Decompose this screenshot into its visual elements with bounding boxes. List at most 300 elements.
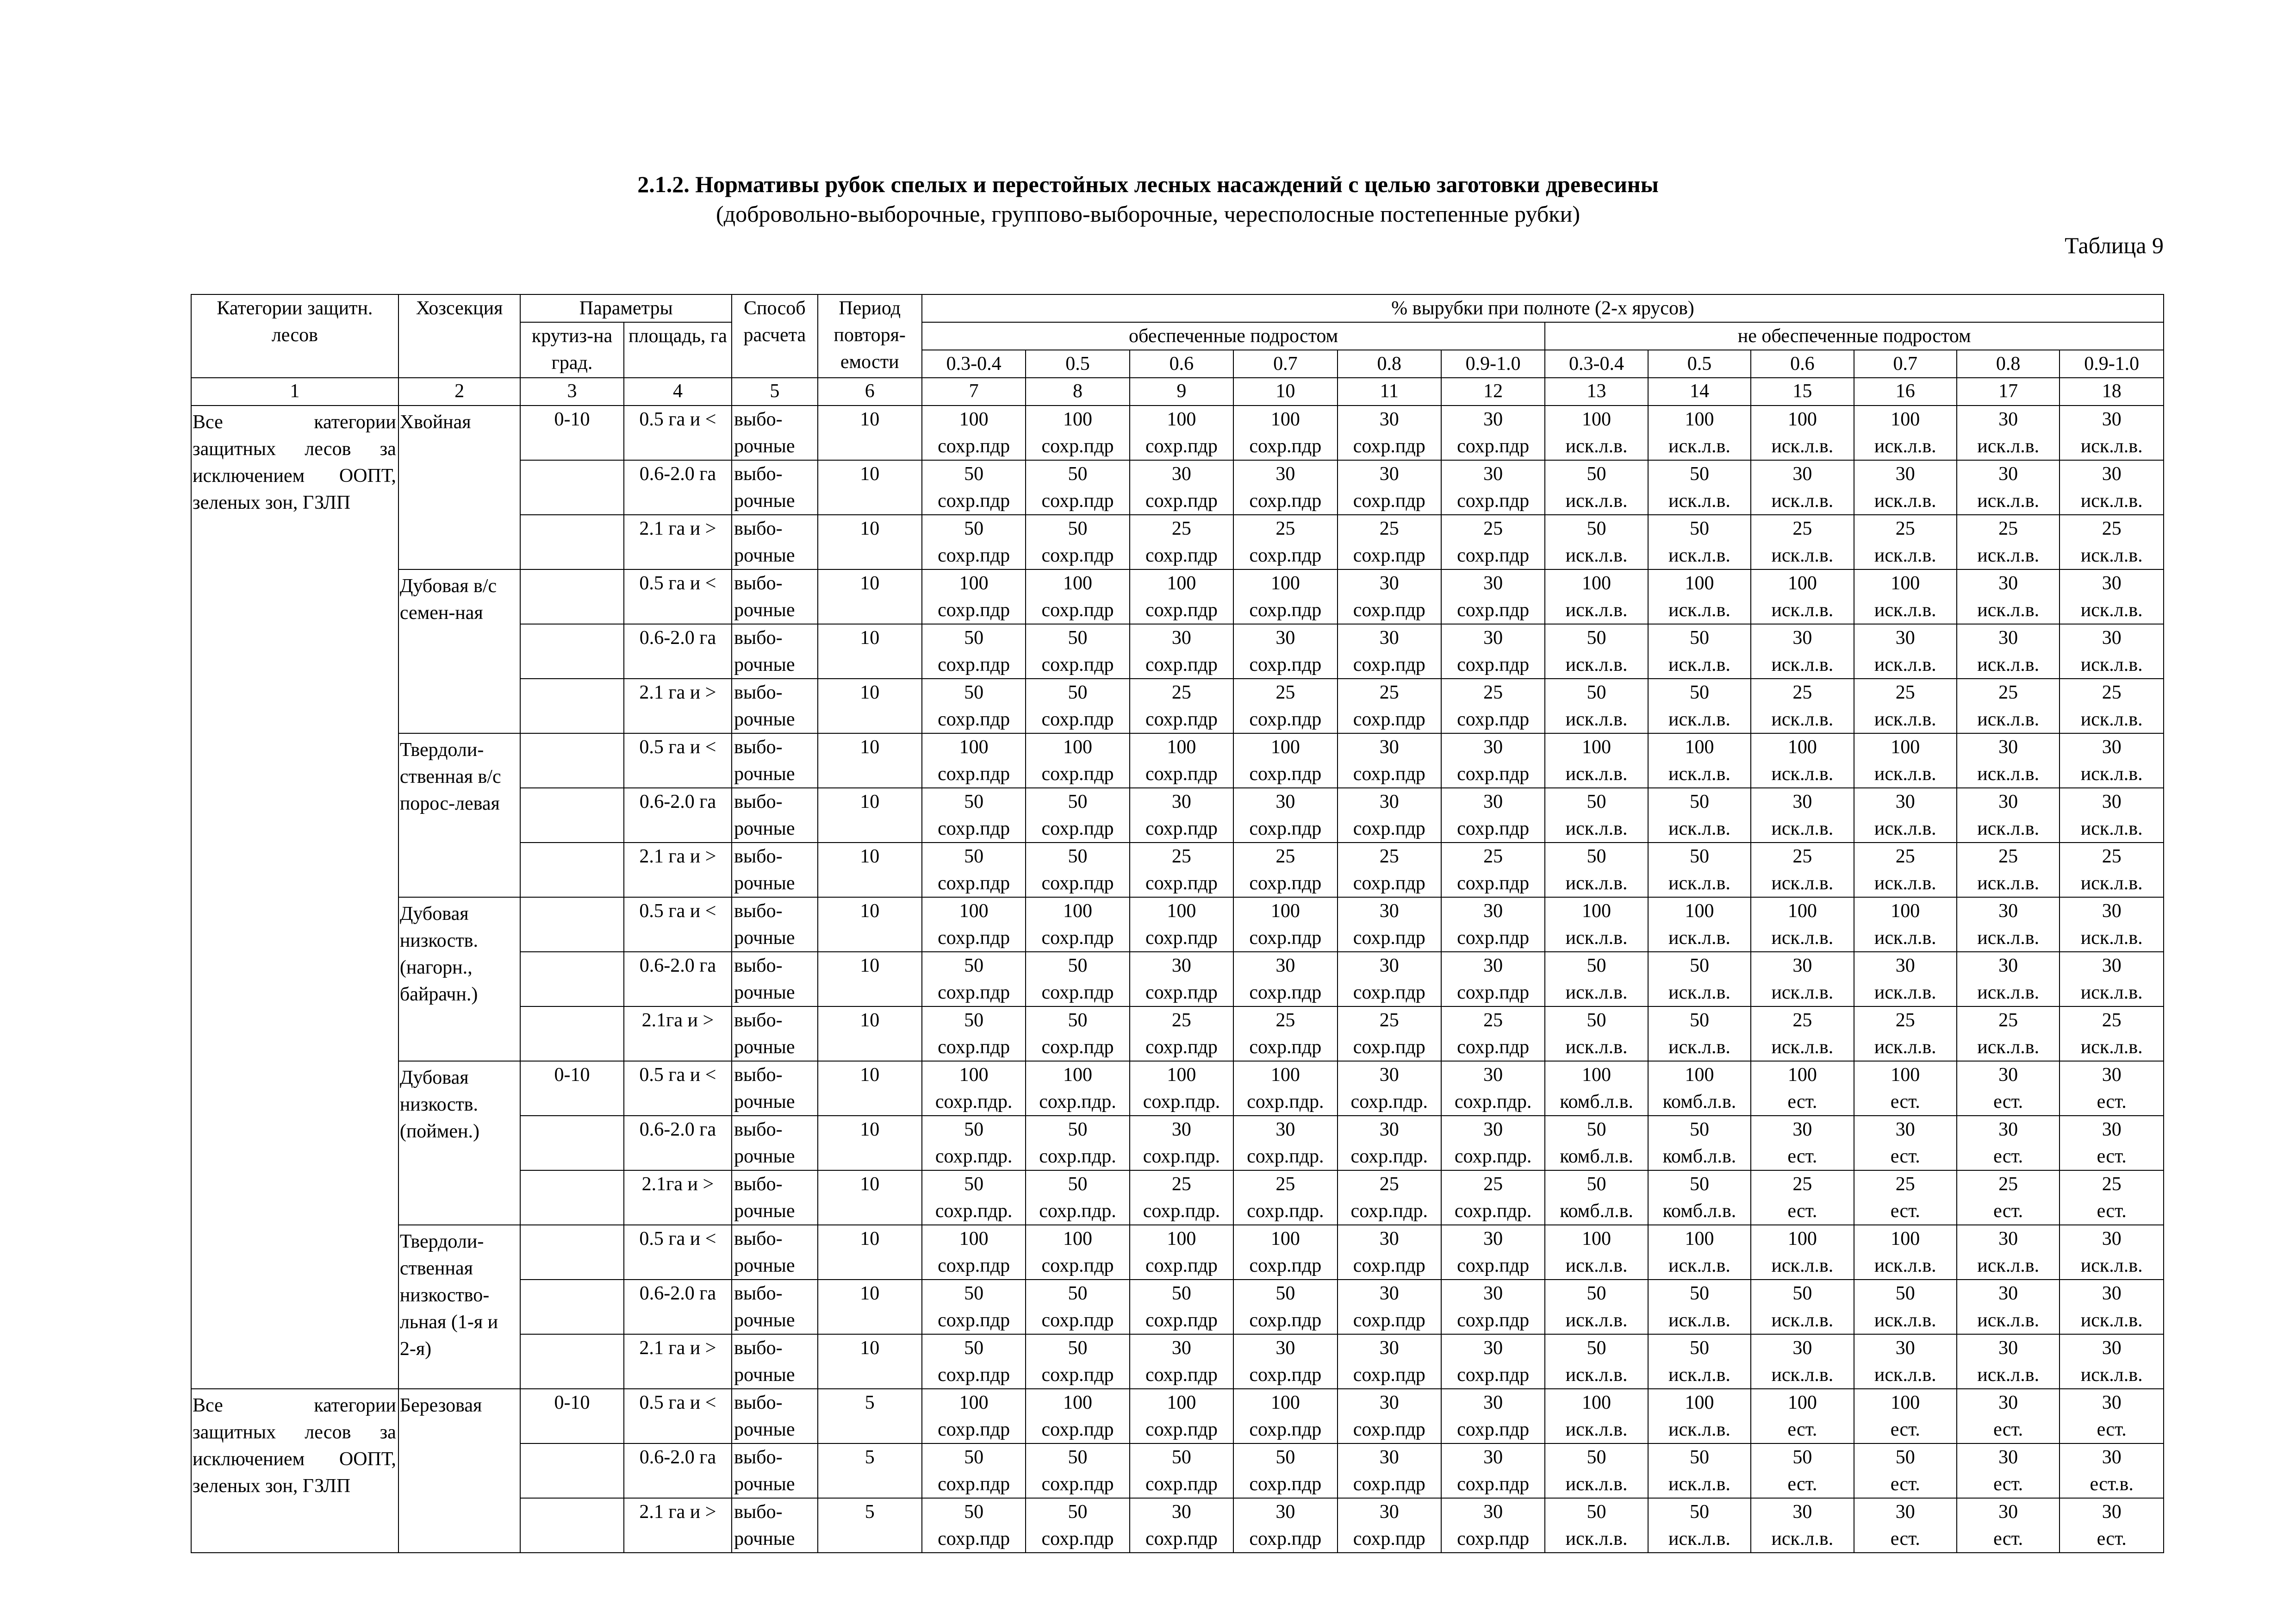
value-cell xyxy=(2060,733,2164,788)
value-method: комб.л.в. xyxy=(1662,1146,1736,1167)
slope-cell xyxy=(520,1443,623,1498)
value-cell xyxy=(1751,952,1854,1006)
value-method: ест. xyxy=(1890,1146,1920,1167)
value-method: сохр.пдр xyxy=(1145,873,1218,894)
value-method: иск.л.в. xyxy=(1668,1474,1730,1495)
value-cell xyxy=(1026,1061,1129,1116)
value-method: сохр.пдр xyxy=(1041,763,1114,785)
value-percent: 100 xyxy=(1891,573,1920,594)
value-percent: 50 xyxy=(1068,791,1088,812)
value-percent: 30 xyxy=(1483,573,1503,594)
value-cell xyxy=(1648,843,1751,897)
density-header: 0.5 xyxy=(1026,350,1129,378)
value-cell xyxy=(1338,1443,1441,1498)
value-percent: 50 xyxy=(1068,1337,1088,1359)
value-cell xyxy=(1854,1280,1957,1334)
value-method: сохр.пдр xyxy=(1353,545,1425,566)
value-cell xyxy=(2060,1006,2164,1061)
value-percent: 30 xyxy=(1483,463,1503,485)
value-percent: 30 xyxy=(2102,1119,2122,1140)
value-cell xyxy=(1441,1170,1545,1225)
value-cell xyxy=(1957,569,2060,624)
value-method: сохр.пдр xyxy=(1041,1364,1114,1386)
value-method: иск.л.в. xyxy=(1565,927,1628,949)
value-method: сохр.пдр xyxy=(1145,1419,1218,1440)
value-percent: 30 xyxy=(2102,463,2122,485)
value-method: сохр.пдр xyxy=(1249,1528,1322,1549)
value-method: иск.л.в. xyxy=(1668,600,1730,621)
value-cell xyxy=(922,1443,1026,1498)
value-percent: 25 xyxy=(1998,518,2018,539)
value-method: сохр.пдр xyxy=(938,545,1010,566)
value-percent: 100 xyxy=(1582,737,1612,758)
value-percent: 100 xyxy=(1167,573,1196,594)
column-number: 5 xyxy=(732,378,817,406)
value-cell xyxy=(1751,569,1854,624)
value-cell xyxy=(1751,1389,1854,1443)
value-percent: 25 xyxy=(1171,1010,1191,1031)
value-cell xyxy=(1957,460,2060,515)
value-method: ест. xyxy=(2097,1146,2127,1167)
table-row xyxy=(191,406,2164,460)
value-method: ест. xyxy=(1890,1419,1920,1440)
value-cell xyxy=(1130,1116,1233,1170)
value-method: сохр.пдр xyxy=(1041,873,1114,894)
value-method: комб.л.в. xyxy=(1662,1200,1736,1222)
value-method: сохр.пдр xyxy=(1249,654,1322,675)
value-cell xyxy=(1441,1443,1545,1498)
value-cell xyxy=(1026,1006,1129,1061)
period-cell: 10 xyxy=(818,788,922,843)
method-cell: выбо-рочные xyxy=(732,1225,817,1280)
value-method: иск.л.в. xyxy=(1771,1310,1834,1331)
value-percent: 100 xyxy=(1685,900,1714,922)
value-method: ест. xyxy=(2097,1528,2127,1549)
value-cell xyxy=(1545,952,1648,1006)
value-cell xyxy=(1130,843,1233,897)
table-row xyxy=(191,1389,2164,1443)
value-percent: 30 xyxy=(1998,1119,2018,1140)
value-percent: 100 xyxy=(1063,1228,1093,1249)
value-method: иск.л.в. xyxy=(1668,1419,1730,1440)
value-method: комб.л.в. xyxy=(1560,1146,1633,1167)
value-cell xyxy=(1130,952,1233,1006)
area-cell: 0.6-2.0 га xyxy=(624,788,732,843)
value-percent: 30 xyxy=(2102,409,2122,430)
value-method: иск.л.в. xyxy=(1977,1364,2040,1386)
value-cell xyxy=(1441,733,1545,788)
column-number: 13 xyxy=(1545,378,1648,406)
value-method: сохр.пдр xyxy=(938,1528,1010,1549)
value-percent: 30 xyxy=(1998,1501,2018,1523)
value-method: сохр.пдр xyxy=(1353,818,1425,839)
value-cell xyxy=(1130,1280,1233,1334)
value-percent: 25 xyxy=(2102,518,2122,539)
value-method: сохр.пдр xyxy=(1457,1255,1530,1276)
value-cell xyxy=(1026,843,1129,897)
value-method: сохр.пдр xyxy=(938,436,1010,457)
value-method: сохр.пдр xyxy=(1353,763,1425,785)
value-method: иск.л.в. xyxy=(1565,1419,1628,1440)
value-cell xyxy=(1751,624,1854,679)
value-percent: 50 xyxy=(1689,1283,1709,1304)
area-cell: 0.5 га и < xyxy=(624,406,732,460)
value-percent: 100 xyxy=(1685,1064,1714,1086)
area-cell: 0.5 га и < xyxy=(624,569,732,624)
value-cell xyxy=(1545,1116,1648,1170)
value-percent: 100 xyxy=(1685,1228,1714,1249)
value-cell xyxy=(1545,1006,1648,1061)
value-cell xyxy=(1026,1389,1129,1443)
value-cell xyxy=(1751,1280,1854,1334)
value-percent: 50 xyxy=(1068,1174,1088,1195)
slope-cell xyxy=(520,1225,623,1280)
value-percent: 30 xyxy=(1379,1119,1399,1140)
value-percent: 30 xyxy=(1379,900,1399,922)
value-percent: 30 xyxy=(1276,1119,1295,1140)
section-cell: Дубовая низкоств. (нагорн., байрачн.) xyxy=(398,897,520,1061)
value-method: иск.л.в. xyxy=(1565,1310,1628,1331)
value-cell xyxy=(2060,1498,2164,1553)
value-cell xyxy=(1441,1006,1545,1061)
value-percent: 50 xyxy=(1171,1447,1191,1468)
column-number: 12 xyxy=(1441,378,1545,406)
value-percent: 30 xyxy=(1379,1447,1399,1468)
value-cell xyxy=(1751,733,1854,788)
value-percent: 25 xyxy=(1171,518,1191,539)
value-percent: 25 xyxy=(1998,846,2018,867)
slope-cell xyxy=(520,843,623,897)
value-cell xyxy=(1338,733,1441,788)
value-method: иск.л.в. xyxy=(1771,490,1834,512)
value-percent: 30 xyxy=(2102,1064,2122,1086)
value-cell xyxy=(2060,624,2164,679)
area-cell: 0.6-2.0 га xyxy=(624,1116,732,1170)
period-cell: 10 xyxy=(818,1006,922,1061)
value-cell xyxy=(1130,897,1233,952)
slope-cell xyxy=(520,1170,623,1225)
value-percent: 30 xyxy=(1171,1501,1191,1523)
value-method: сохр.пдр xyxy=(1249,1364,1322,1386)
value-cell xyxy=(1648,515,1751,569)
value-method: иск.л.в. xyxy=(1565,1037,1628,1058)
value-cell xyxy=(1957,1006,2060,1061)
value-percent: 50 xyxy=(1587,791,1606,812)
method-cell: выбо-рочные xyxy=(732,1116,817,1170)
value-percent: 30 xyxy=(1998,1337,2018,1359)
value-cell xyxy=(1233,788,1337,843)
value-cell xyxy=(1751,1334,1854,1389)
value-cell xyxy=(2060,1061,2164,1116)
value-cell xyxy=(1441,1116,1545,1170)
value-method: сохр.пдр xyxy=(1249,927,1322,949)
value-percent: 50 xyxy=(1068,1010,1088,1031)
value-method: иск.л.в. xyxy=(1874,490,1936,512)
value-cell xyxy=(1854,788,1957,843)
value-cell xyxy=(1854,952,1957,1006)
value-method: сохр.пдр xyxy=(1457,927,1530,949)
value-method: сохр.пдр xyxy=(1353,600,1425,621)
value-method: иск.л.в. xyxy=(1668,818,1730,839)
value-method: сохр.пдр xyxy=(1353,927,1425,949)
value-cell xyxy=(1545,679,1648,733)
header-method: Способ расчета xyxy=(732,294,817,378)
value-method: сохр.пдр. xyxy=(1454,1091,1532,1112)
value-percent: 100 xyxy=(1685,737,1714,758)
value-method: сохр.пдр xyxy=(1145,1364,1218,1386)
value-cell xyxy=(1338,515,1441,569)
value-method: сохр.пдр xyxy=(938,927,1010,949)
value-method: сохр.пдр xyxy=(1145,490,1218,512)
value-method: иск.л.в. xyxy=(1771,436,1834,457)
value-method: ест. xyxy=(1993,1474,2023,1495)
column-number: 18 xyxy=(2060,378,2164,406)
value-percent: 30 xyxy=(2102,1228,2122,1249)
area-cell: 2.1 га и > xyxy=(624,679,732,733)
value-percent: 25 xyxy=(1998,682,2018,703)
value-method: сохр.пдр xyxy=(938,982,1010,1003)
value-cell xyxy=(1648,733,1751,788)
column-number: 15 xyxy=(1751,378,1854,406)
value-cell xyxy=(1957,515,2060,569)
value-percent: 50 xyxy=(964,1010,984,1031)
value-cell xyxy=(1648,788,1751,843)
value-cell xyxy=(2060,406,2164,460)
value-method: иск.л.в. xyxy=(1977,873,2040,894)
slope-cell xyxy=(520,515,623,569)
value-method: сохр.пдр xyxy=(1249,1310,1322,1331)
value-cell xyxy=(1648,1006,1751,1061)
value-cell xyxy=(1026,1443,1129,1498)
value-method: иск.л.в. xyxy=(1565,545,1628,566)
slope-cell: 0-10 xyxy=(520,406,623,460)
value-cell xyxy=(1441,1389,1545,1443)
value-cell xyxy=(1854,1498,1957,1553)
value-method: иск.л.в. xyxy=(1668,1255,1730,1276)
value-method: сохр.пдр xyxy=(938,490,1010,512)
value-method: иск.л.в. xyxy=(1874,763,1936,785)
value-method: сохр.пдр. xyxy=(1143,1091,1220,1112)
value-cell xyxy=(1751,1225,1854,1280)
value-method: сохр.пдр xyxy=(1457,1310,1530,1331)
value-cell xyxy=(1233,733,1337,788)
value-method: сохр.пдр xyxy=(1041,709,1114,730)
value-percent: 25 xyxy=(1483,1010,1503,1031)
value-cell xyxy=(1026,1280,1129,1334)
value-cell xyxy=(922,733,1026,788)
value-percent: 30 xyxy=(1895,955,1915,976)
header-params: Параметры xyxy=(520,294,732,322)
value-percent: 100 xyxy=(1891,1064,1920,1086)
value-cell xyxy=(1338,1334,1441,1389)
value-percent: 30 xyxy=(1171,1337,1191,1359)
value-method: иск.л.в. xyxy=(1874,654,1936,675)
value-percent: 30 xyxy=(2102,1283,2122,1304)
value-cell xyxy=(1338,1498,1441,1553)
value-cell xyxy=(922,843,1026,897)
value-cell xyxy=(1130,515,1233,569)
value-method: иск.л.в. xyxy=(1771,873,1834,894)
slope-cell xyxy=(520,460,623,515)
value-method: сохр.пдр. xyxy=(935,1200,1013,1222)
value-cell xyxy=(1441,406,1545,460)
value-cell xyxy=(922,897,1026,952)
value-percent: 50 xyxy=(1587,1447,1606,1468)
value-percent: 30 xyxy=(1379,791,1399,812)
value-percent: 50 xyxy=(964,1447,984,1468)
value-method: сохр.пдр xyxy=(1041,982,1114,1003)
value-percent: 30 xyxy=(2102,791,2122,812)
value-percent: 25 xyxy=(1276,1010,1295,1031)
value-method: сохр.пдр xyxy=(1145,545,1218,566)
value-cell xyxy=(1648,1116,1751,1170)
value-cell xyxy=(1233,1443,1337,1498)
value-cell xyxy=(1441,1280,1545,1334)
value-method: иск.л.в. xyxy=(2080,763,2143,785)
value-method: сохр.пдр xyxy=(938,763,1010,785)
value-method: иск.л.в. xyxy=(1565,436,1628,457)
value-percent: 50 xyxy=(1689,791,1709,812)
slope-cell xyxy=(520,569,623,624)
value-cell xyxy=(1233,843,1337,897)
value-cell xyxy=(922,679,1026,733)
value-percent: 100 xyxy=(1685,1392,1714,1413)
value-percent: 30 xyxy=(1998,1392,2018,1413)
value-percent: 30 xyxy=(2102,627,2122,649)
value-method: сохр.пдр xyxy=(1457,490,1530,512)
density-header: 0.7 xyxy=(1854,350,1957,378)
value-cell xyxy=(1441,788,1545,843)
value-method: иск.л.в. xyxy=(1565,763,1628,785)
value-percent: 100 xyxy=(1685,573,1714,594)
value-cell xyxy=(1441,624,1545,679)
value-cell xyxy=(1026,679,1129,733)
value-method: иск.л.в. xyxy=(1977,709,2040,730)
area-cell: 2.1га и > xyxy=(624,1170,732,1225)
slope-cell xyxy=(520,788,623,843)
value-cell xyxy=(1751,1116,1854,1170)
period-cell: 10 xyxy=(818,1280,922,1334)
value-cell xyxy=(1648,624,1751,679)
value-percent: 50 xyxy=(964,518,984,539)
value-cell xyxy=(2060,1116,2164,1170)
value-percent: 100 xyxy=(959,409,989,430)
value-cell xyxy=(1854,1389,1957,1443)
value-method: сохр.пдр xyxy=(1041,1310,1114,1331)
value-percent: 25 xyxy=(1276,682,1295,703)
value-method: сохр.пдр xyxy=(1145,763,1218,785)
value-percent: 25 xyxy=(1895,518,1915,539)
value-percent: 50 xyxy=(1587,463,1606,485)
value-cell xyxy=(922,1116,1026,1170)
value-percent: 30 xyxy=(1276,463,1295,485)
value-method: сохр.пдр xyxy=(1145,654,1218,675)
value-cell xyxy=(2060,569,2164,624)
value-method: комб.л.в. xyxy=(1560,1091,1633,1112)
value-cell xyxy=(1026,897,1129,952)
value-cell xyxy=(1233,1116,1337,1170)
value-percent: 30 xyxy=(1483,1283,1503,1304)
value-method: иск.л.в. xyxy=(1668,927,1730,949)
value-cell xyxy=(1233,624,1337,679)
value-cell xyxy=(1854,569,1957,624)
value-method: иск.л.в. xyxy=(2080,1364,2143,1386)
value-cell xyxy=(1130,788,1233,843)
value-percent: 100 xyxy=(1270,573,1300,594)
slope-cell xyxy=(520,1116,623,1170)
value-method: иск.л.в. xyxy=(2080,927,2143,949)
area-cell: 2.1га и > xyxy=(624,1006,732,1061)
value-percent: 30 xyxy=(1895,1337,1915,1359)
value-cell xyxy=(1751,679,1854,733)
value-percent: 50 xyxy=(964,463,984,485)
value-method: сохр.пдр xyxy=(1249,545,1322,566)
column-number: 1 xyxy=(191,378,398,406)
table-row xyxy=(191,733,2164,788)
value-method: сохр.пдр. xyxy=(1350,1146,1428,1167)
value-cell xyxy=(1338,679,1441,733)
value-method: сохр.пдр xyxy=(1353,654,1425,675)
value-cell xyxy=(922,515,1026,569)
value-method: сохр.пдр xyxy=(1041,600,1114,621)
value-cell xyxy=(1957,1061,2060,1116)
value-cell xyxy=(1854,1225,1957,1280)
value-cell xyxy=(1545,515,1648,569)
value-percent: 30 xyxy=(1379,737,1399,758)
value-method: иск.л.в. xyxy=(1668,709,1730,730)
period-cell: 10 xyxy=(818,1334,922,1389)
value-method: сохр.пдр. xyxy=(1350,1200,1428,1222)
value-cell xyxy=(1854,1443,1957,1498)
period-cell: 10 xyxy=(818,406,922,460)
value-percent: 50 xyxy=(1068,463,1088,485)
slope-cell xyxy=(520,897,623,952)
value-method: сохр.пдр xyxy=(1353,873,1425,894)
value-method: иск.л.в. xyxy=(2080,873,2143,894)
section-cell: Твердоли-ственная низкоство-льная (1-я и 2-я) xyxy=(398,1225,520,1389)
value-method: сохр.пдр xyxy=(1249,818,1322,839)
value-cell xyxy=(1751,1443,1854,1498)
slope-cell xyxy=(520,1498,623,1553)
value-percent: 50 xyxy=(1689,463,1709,485)
method-cell: выбо-рочные xyxy=(732,1170,817,1225)
value-method: ест. xyxy=(2097,1200,2127,1222)
method-cell: выбо-рочные xyxy=(732,624,817,679)
value-percent: 30 xyxy=(1483,1337,1503,1359)
value-percent: 50 xyxy=(1068,1447,1088,1468)
value-percent: 30 xyxy=(1171,1119,1191,1140)
value-method: сохр.пдр xyxy=(1353,436,1425,457)
value-method: иск.л.в. xyxy=(1874,873,1936,894)
value-cell xyxy=(1130,679,1233,733)
value-method: сохр.пдр xyxy=(1249,709,1322,730)
area-cell: 0.5 га и < xyxy=(624,1225,732,1280)
value-method: сохр.пдр xyxy=(938,1474,1010,1495)
value-cell xyxy=(2060,897,2164,952)
method-cell: выбо-рочные xyxy=(732,679,817,733)
value-method: ест. xyxy=(1993,1146,2023,1167)
value-percent: 30 xyxy=(1379,1283,1399,1304)
value-method: иск.л.в. xyxy=(1977,982,2040,1003)
value-percent: 25 xyxy=(1792,682,1812,703)
value-method: иск.л.в. xyxy=(1977,763,2040,785)
value-percent: 30 xyxy=(1379,1337,1399,1359)
value-cell xyxy=(1130,733,1233,788)
value-percent: 50 xyxy=(1276,1283,1295,1304)
value-cell xyxy=(1026,733,1129,788)
value-method: иск.л.в. xyxy=(1668,1364,1730,1386)
value-cell xyxy=(1233,515,1337,569)
